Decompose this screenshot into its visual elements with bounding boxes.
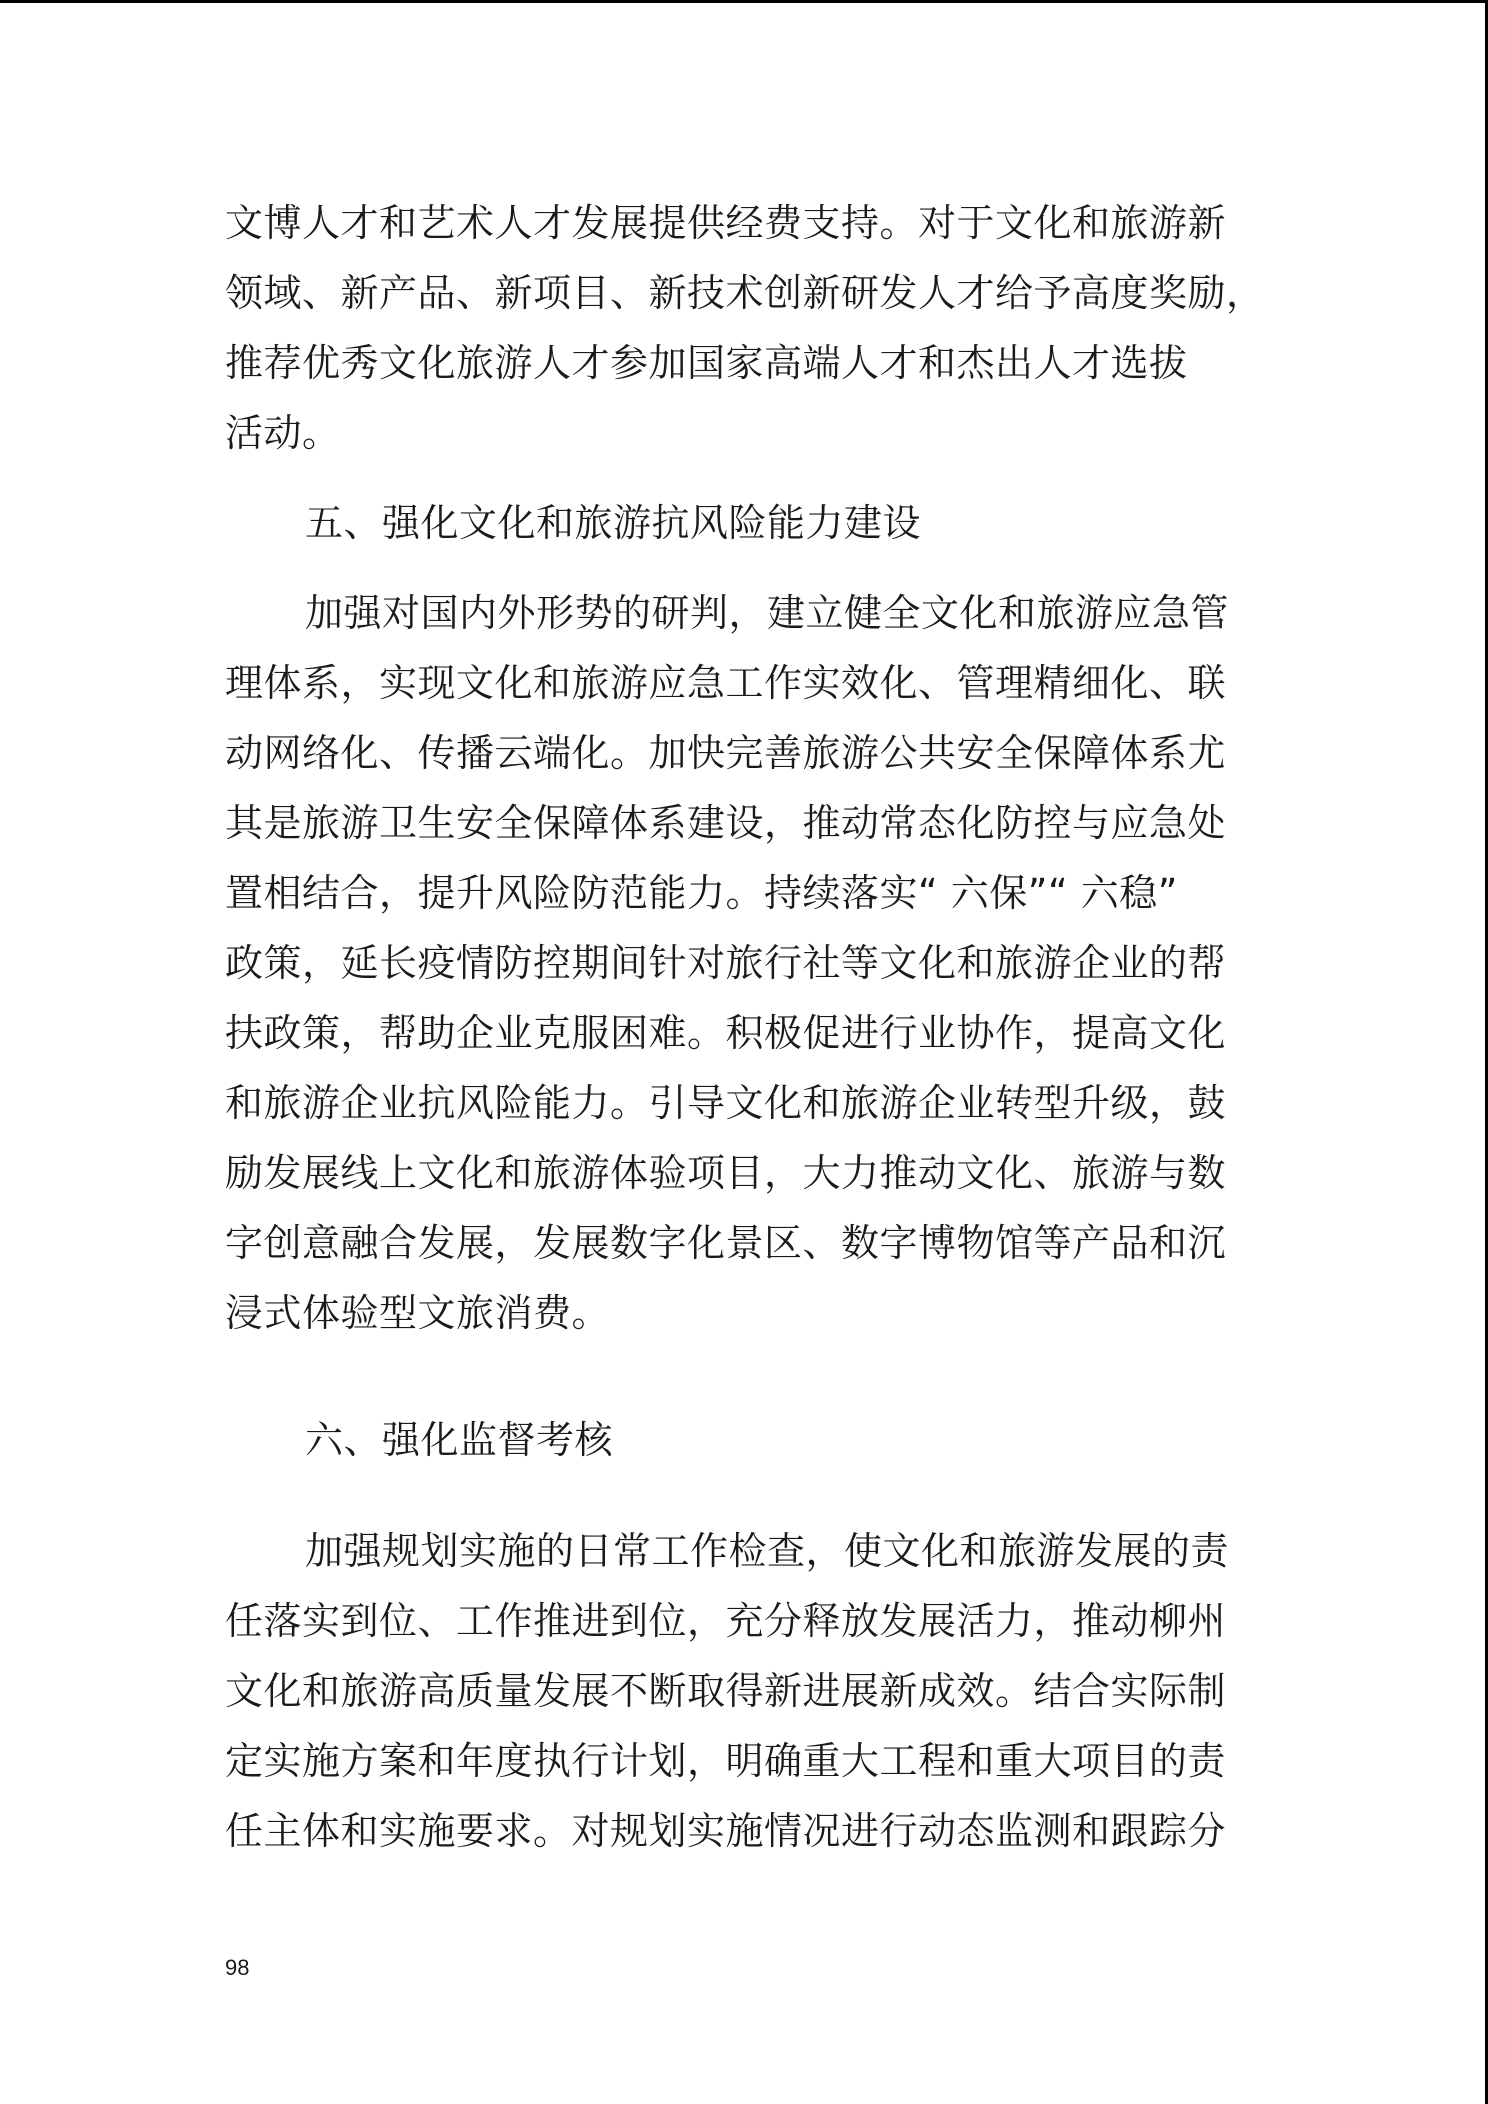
- paragraph-line: 扶政策，帮助企业克服困难。积极促进行业协作，提高文化: [225, 1011, 1227, 1055]
- paragraph-line: 文化和旅游高质量发展不断取得新进展新成效。结合实际制: [225, 1669, 1227, 1713]
- paragraph-line: 任主体和实施要求。对规划实施情况进行动态监测和跟踪分: [225, 1809, 1227, 1853]
- paragraph-line: 定实施方案和年度执行计划，明确重大工程和重大项目的责: [225, 1739, 1227, 1783]
- paragraph-line: 和旅游企业抗风险能力。引导文化和旅游企业转型升级，鼓: [225, 1081, 1227, 1125]
- section-heading-5: 五、强化文化和旅游抗风险能力建设: [305, 501, 922, 545]
- paragraph-line: 推荐优秀文化旅游人才参加国家高端人才和杰出人才选拔: [225, 341, 1188, 385]
- paragraph-line: 活动。: [225, 411, 341, 455]
- paragraph-line: 任落实到位、工作推进到位，充分释放发展活力，推动柳州: [225, 1599, 1227, 1643]
- paragraph-line: 置相结合，提升风险防范能力。持续落实“ 六保”“ 六稳”: [225, 871, 1178, 915]
- paragraph-line: 理体系，实现文化和旅游应急工作实效化、管理精细化、联: [225, 661, 1227, 705]
- paragraph-line: 加强规划实施的日常工作检查，使文化和旅游发展的责: [305, 1529, 1230, 1573]
- paragraph-line: 其是旅游卫生安全保障体系建设，推动常态化防控与应急处: [225, 801, 1227, 845]
- paragraph-line: 加强对国内外形势的研判，建立健全文化和旅游应急管: [305, 591, 1230, 635]
- paragraph-line: 浸式体验型文旅消费。: [225, 1291, 611, 1335]
- paragraph-line: 字创意融合发展，发展数字化景区、数字博物馆等产品和沉: [225, 1221, 1227, 1265]
- paragraph-line: 领域、新产品、新项目、新技术创新研发人才给予高度奖励，: [225, 271, 1265, 315]
- paragraph-line: 励发展线上文化和旅游体验项目，大力推动文化、旅游与数: [225, 1151, 1227, 1195]
- page-border-top: [0, 0, 1488, 3]
- paragraph-line: 动网络化、传播云端化。加快完善旅游公共安全保障体系尤: [225, 731, 1227, 775]
- page-number: 98: [225, 1955, 250, 1980]
- paragraph-line: 政策，延长疫情防控期间针对旅行社等文化和旅游企业的帮: [225, 941, 1227, 985]
- paragraph-line: 文博人才和艺术人才发展提供经费支持。对于文化和旅游新: [225, 201, 1227, 245]
- section-heading-6: 六、强化监督考核: [305, 1418, 614, 1462]
